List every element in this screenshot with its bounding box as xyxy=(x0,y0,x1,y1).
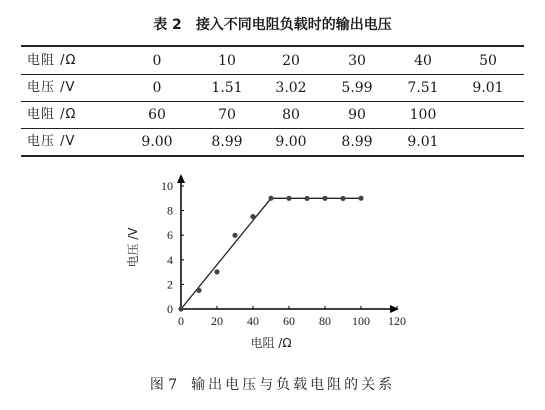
figure-caption-text: 输出电压与负载电阻的关系 xyxy=(191,377,396,393)
y-tick-label: 0 xyxy=(167,302,173,316)
table-cell: 0 xyxy=(152,53,162,69)
data-point xyxy=(196,288,201,293)
table-cell: 60 xyxy=(148,107,166,123)
figure-number: 图 7 xyxy=(149,377,178,393)
y-tick-label: 8 xyxy=(167,203,173,218)
x-tick-label: 0 xyxy=(178,314,184,328)
y-tick-label: 2 xyxy=(167,277,173,292)
table-cell: 70 xyxy=(218,107,236,123)
data-point xyxy=(322,196,327,201)
data-points xyxy=(178,196,363,312)
table-cell xyxy=(458,130,518,154)
table-cell xyxy=(458,103,518,127)
table-cell: 1.51 xyxy=(211,80,243,96)
table-row xyxy=(21,130,524,154)
table-row-rule xyxy=(21,101,524,102)
y-tick-label: 6 xyxy=(167,228,173,243)
x-tick-label: 100 xyxy=(352,314,370,328)
table-cell: 8.99 xyxy=(211,134,243,150)
x-axis-label: 电阻 /Ω xyxy=(250,336,292,350)
table-row-rule xyxy=(21,74,524,75)
table-number: 表 2 xyxy=(153,17,182,33)
table-caption xyxy=(0,14,545,34)
row-label: 电压 /V xyxy=(27,134,76,149)
table-row xyxy=(21,76,524,100)
row-label: 电阻 /Ω xyxy=(27,53,77,68)
table-row-rule xyxy=(21,128,524,129)
x-tick-label: 20 xyxy=(211,314,223,328)
row-label: 电压 /V xyxy=(27,80,76,95)
table-cell: 3.02 xyxy=(275,80,307,96)
data-point xyxy=(214,269,219,274)
data-point xyxy=(358,196,363,201)
table-cell: 9.01 xyxy=(472,80,504,96)
figure-caption xyxy=(0,374,545,394)
table-cell: 50 xyxy=(479,53,497,69)
y-axis-label: 电压 /V xyxy=(126,227,140,268)
chart-ticks xyxy=(161,179,406,328)
y-tick-label: 10 xyxy=(161,179,173,193)
table-cell: 7.51 xyxy=(407,80,439,96)
table-cell: 30 xyxy=(348,53,366,69)
x-tick-label: 80 xyxy=(319,314,331,328)
table-top-rule xyxy=(21,45,524,47)
y-tick-label: 4 xyxy=(167,252,173,267)
table-cell: 100 xyxy=(409,107,437,123)
data-point xyxy=(286,196,291,201)
y-axis-arrow-icon xyxy=(177,174,185,183)
fit-line-path xyxy=(181,198,361,309)
table-row xyxy=(21,49,524,73)
table-cell: 8.99 xyxy=(341,134,373,150)
data-point xyxy=(268,196,273,201)
data-point xyxy=(304,196,309,201)
data-point xyxy=(178,306,183,311)
row-label: 电阻 /Ω xyxy=(27,107,77,122)
chart-axes xyxy=(177,174,399,313)
data-point xyxy=(232,233,237,238)
table-cell: 0 xyxy=(152,80,162,96)
table-bottom-rule xyxy=(21,155,524,157)
data-point xyxy=(340,196,345,201)
table-cell: 40 xyxy=(414,53,432,69)
x-tick-label: 60 xyxy=(283,314,295,328)
table-cell: 9.00 xyxy=(275,134,307,150)
table-cell: 20 xyxy=(282,53,300,69)
table-title: 接入不同电阻负载时的输出电压 xyxy=(195,17,392,33)
table-cell: 9.00 xyxy=(141,134,173,150)
table-cell: 80 xyxy=(282,107,300,123)
table-cell: 5.99 xyxy=(341,80,373,96)
table-cell: 90 xyxy=(348,107,366,123)
table-cell: 10 xyxy=(218,53,236,69)
x-axis-arrow-icon xyxy=(390,305,399,313)
data-point xyxy=(250,214,255,219)
table-row xyxy=(21,103,524,127)
voltage-resistance-chart xyxy=(115,170,415,355)
x-tick-label: 40 xyxy=(247,314,259,328)
fit-line xyxy=(181,198,361,309)
x-tick-label: 120 xyxy=(388,314,406,328)
table-cell: 9.01 xyxy=(407,134,439,150)
